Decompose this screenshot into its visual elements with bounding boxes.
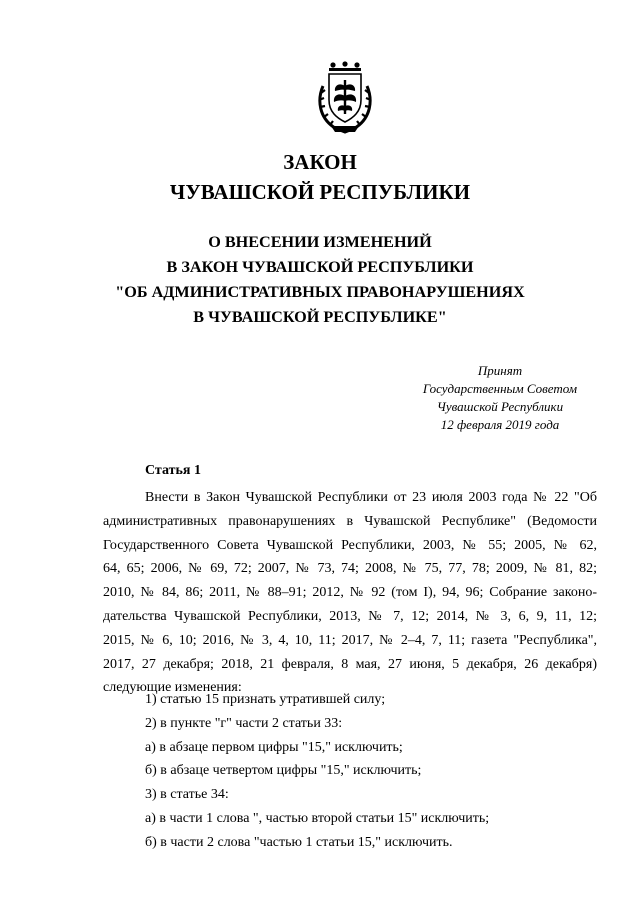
adoption-date: 12 февраля 2019 года	[440, 417, 560, 432]
document-title: ЗАКОН	[283, 150, 357, 174]
document-issuer: ЧУВАШСКОЙ РЕСПУБЛИКИ	[169, 180, 471, 204]
law-subject	[0, 230, 640, 330]
amendment-item: 2) в пункте "г" части 2 статьи 33:	[145, 715, 343, 731]
article-intro-paragraph	[103, 486, 597, 700]
paragraph-line: Внести в Закон Чувашской Республики от 23 июля 2003 года № 22 "Об	[145, 490, 597, 505]
article-heading: Статья 1	[145, 463, 201, 478]
adoption-line: Государственным Советом	[422, 381, 578, 396]
amendment-list	[145, 688, 489, 855]
adoption-line: Чувашской Республики	[436, 399, 564, 414]
paragraph-line: 2010, № 84, 86; 2011, № 88–91; 2012, № 92 (том I), 94, 96; Собрание законо-	[103, 585, 597, 601]
law-subject-line: "ОБ АДМИНИСТРАТИВНЫХ ПРАВОНАРУШЕНИЯХ	[115, 283, 525, 301]
amendment-item: 3) в статье 34:	[145, 787, 229, 803]
amendment-item: б) в части 2 слова "частью 1 статьи 15," исключить.	[145, 834, 453, 850]
law-subject-line: В ЧУВАШСКОЙ РЕСПУБЛИКЕ"	[193, 308, 447, 326]
paragraph-line: 64, 65; 2006, № 69, 72; 2007, № 73, 74; 2008, № 75, 77, 78; 2009, № 81, 82;	[103, 561, 597, 577]
law-subject-line: О ВНЕСЕНИИ ИЗМЕНЕНИЙ	[208, 233, 432, 251]
paragraph-line: 2015, № 6, 10; 2016, № 3, 4, 10, 11; 2017, № 2–4, 7, 11; газета "Республика",	[103, 632, 597, 648]
amendment-item: а) в части 1 слова ", частью второй статьи 15" исключить;	[145, 810, 490, 826]
paragraph-line: 2017, 27 декабря; 2018, 21 февраля, 8 мая, 27 июня, 5 декабря, 26 декабря)	[103, 656, 597, 672]
paragraph-line: административных правонарушениях в Чувашской Республике" (Ведомости	[103, 513, 597, 529]
adoption-line: Принят	[477, 363, 523, 378]
law-subject-line: В ЗАКОН ЧУВАШСКОЙ РЕСПУБЛИКИ	[166, 258, 474, 276]
paragraph-line: дательства Чувашской Республики, 2013, № 7, 12; 2014, № 3, 6, 9, 11, 12;	[103, 608, 597, 624]
adoption-note	[400, 362, 600, 434]
chuvash-emblem-icon	[313, 60, 377, 136]
amendment-item: 1) статью 15 признать утратившей силу;	[145, 692, 386, 707]
amendment-item: б) в абзаце четвертом цифры "15," исключить;	[145, 763, 422, 779]
paragraph-line: Государственного Совета Чувашской Республики, 2003, № 55; 2005, № 62,	[103, 537, 597, 553]
paragraph-line: следующие изменения:	[103, 680, 242, 696]
amendment-item: а) в абзаце первом цифры "15," исключить;	[145, 739, 403, 755]
